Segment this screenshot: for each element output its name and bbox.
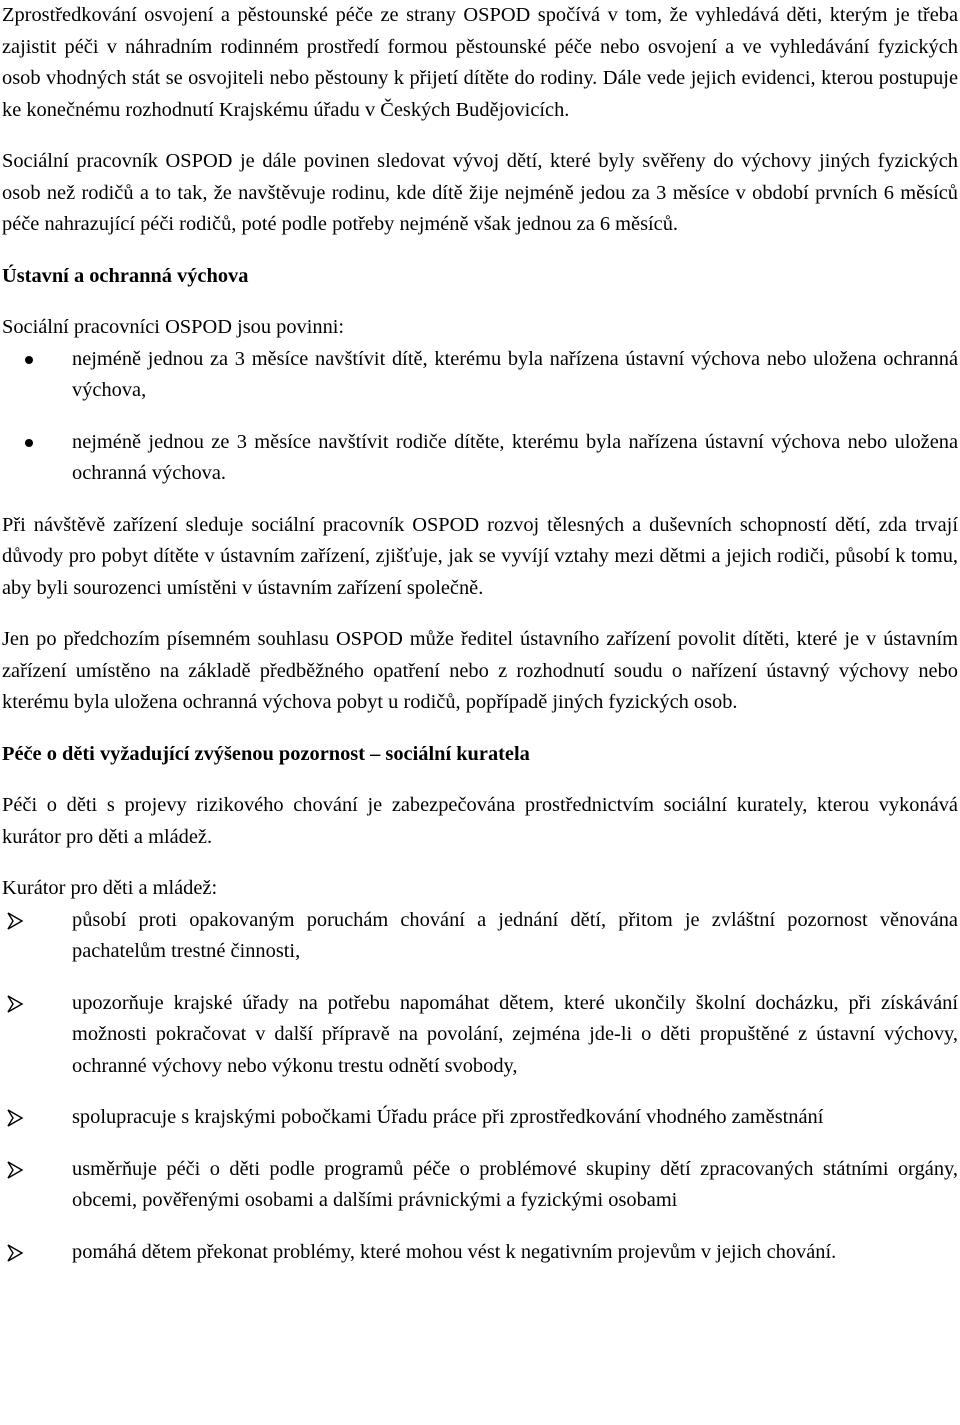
paragraph-workers-obliged: Sociální pracovníci OSPOD jsou povinni: [2,316,345,338]
list-item-text: spolupracuje s krajskými pobočkami Úřadu práce při zprostředkování vhodného zaměstnání [72,1106,824,1128]
paragraph-facility-visit: Při návštěvě zařízení sleduje sociální pracovník OSPOD rozvoj tělesných a duševních schopností dětí, zda trvají důvody pro pobyt dítěte v ústavním zařízení, zjišťuje, jak se vyvíjí vztahy mezi dětmi a jejich rodiči, působí k tomu, aby byli sourozenci umístěni v ústavním zařízení společně. [2,513,958,599]
curator-duties-list [2,905,958,1269]
list-item-text: nejméně jednou ze 3 měsíce navštívit rodiče dítěte, kterému byla nařízena ústavní výchova nebo uložena ochranná výchova. [72,430,958,484]
list-item-text: upozorňuje krajské úřady na potřebu napomáhat dětem, které ukončily školní docházku, při získávání možnosti pokračovat v další přípravě na povolání, zejména jde-li o děti propuštěné z ústavní výchovy, ochranné výchovy nebo výkonu trestu odnětí svobody, [72,991,958,1077]
paragraph-curator-intro: Kurátor pro děti a mládež: [2,877,218,899]
heading-institutional-care: Ústavní a ochranná výchova [2,264,249,287]
paragraph-monitoring-children: Sociální pracovník OSPOD je dále povinen sledovat vývoj dětí, které byly svěřeny do výchovy jiných fyzických osob než rodičů a to tak, že navštěvuje rodinu, kde dítě žije nejméně jedou za 3 měsíce v období prvních 6 měsíců péče nahrazující péči rodičů, poté podle potřeby nejméně však jednou za 6 měsíců. [2,150,958,235]
list-item [2,1154,958,1217]
list-item [2,1102,958,1134]
arrow-bullet-icon [6,1109,24,1127]
list-item-text: působí proti opakovaným poruchám chování a jednání dětí, přitom je zvláštní pozornost věnována pachatelům trestné činnosti, [72,908,958,962]
list-item [2,905,958,968]
bullet-dot-icon [25,356,33,364]
paragraph-director-consent: Jen po předchozím písemném souhlasu OSPOD může ředitel ústavního zařízení povolit dítěti, které je v ústavním zařízení umístěno na základě předběžného opatření nebo z rozhodnutí soudu o nařízení ústavný výchovy nebo kterému byla uložena ochranná výchova pobyt u rodičů, popřípadě jiných fyzických osob. [2,628,958,713]
list-item [2,1237,958,1269]
arrow-bullet-icon [6,912,24,930]
list-item [2,988,958,1083]
obligations-list [2,344,958,490]
list-item [2,427,958,490]
arrow-bullet-icon [6,995,24,1013]
heading-social-curatorship: Péče o děti vyžadující zvýšenou pozornost – sociální kuratela [2,742,530,765]
list-item-text: usměrňuje péči o děti podle programů péče o problémové skupiny dětí zpracovaných státními orgány, obcemi, pověřenými osobami a dalšími právnickými a fyzickými osobami [72,1157,958,1211]
list-item-text: nejméně jednou za 3 měsíce navštívit dítě, kterému byla nařízena ústavní výchova nebo uložena ochranná výchova, [72,347,958,401]
list-item [2,344,958,407]
arrow-bullet-icon [6,1161,24,1179]
list-item-text: pomáhá dětem překonat problémy, které mohou vést k negativním projevům v jejich chování. [72,1240,837,1263]
bullet-dot-icon [25,439,33,447]
paragraph-risk-behaviour-care: Péči o děti s projevy rizikového chování je zabezpečována prostřednictvím sociální kurately, kterou vykonává kurátor pro děti a mládež. [2,794,958,848]
arrow-bullet-icon [6,1244,24,1262]
paragraph-adoption-foster-care: Zprostředkování osvojení a pěstounské péče ze strany OSPOD spočívá v tom, že vyhledává děti, kterým je třeba zajistit péči v náhradním rodinném prostředí formou pěstounské péče nebo osvojení a ve vyhledávání fyzických osob vhodných stát se osvojiteli nebo pěstouny k přijetí dítěte do rodiny. Dále vede jejich evidenci, kterou postupuje ke konečnému rozhodnutí Krajskému úřadu v Českých Budějovicích. [2,4,958,121]
